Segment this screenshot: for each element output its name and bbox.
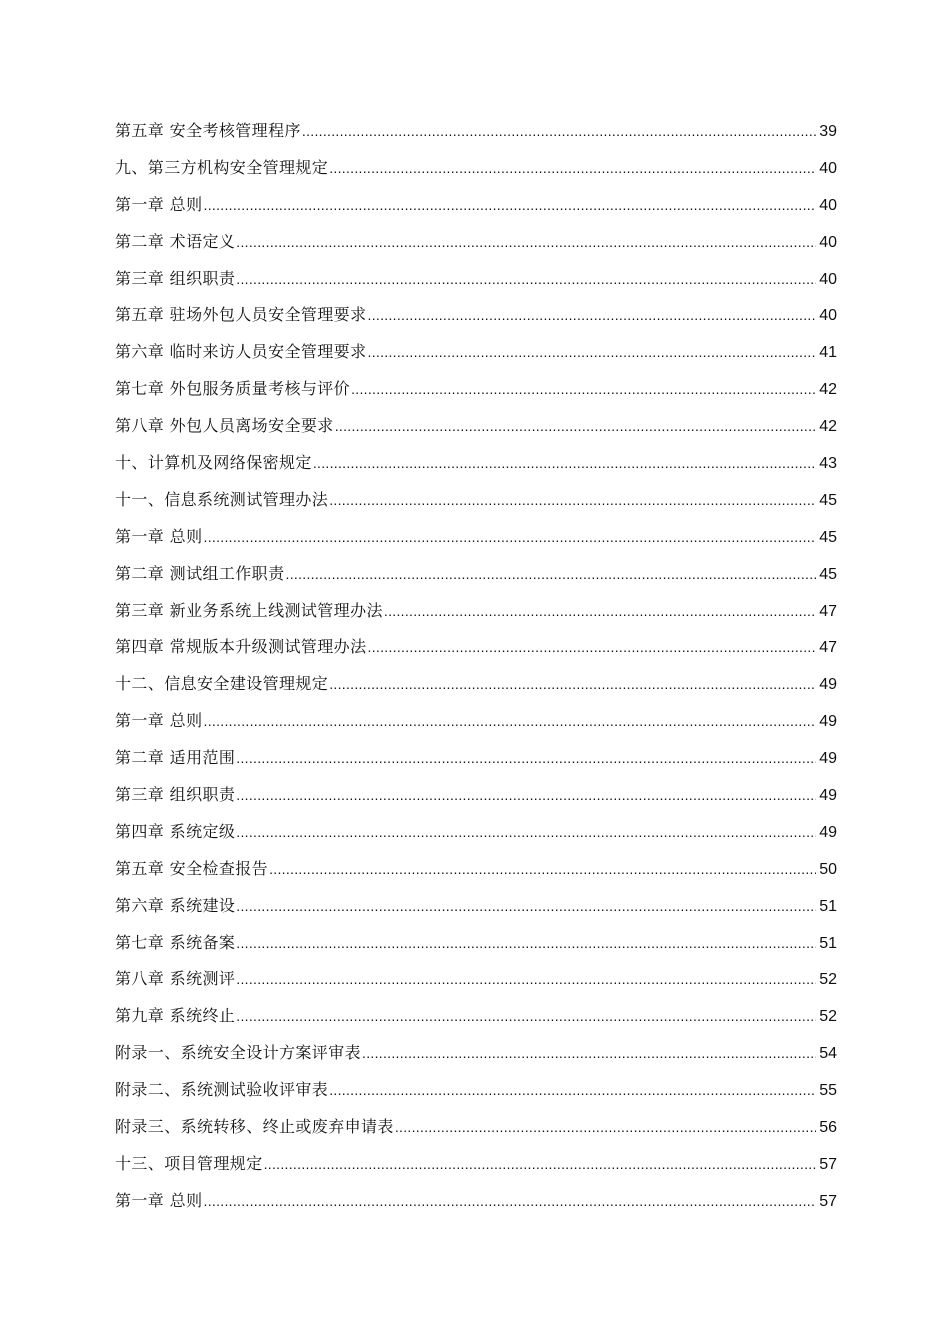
toc-page-number: 51: [819, 897, 837, 915]
toc-dot-leader: [384, 593, 816, 630]
toc-dot-leader: [351, 371, 816, 408]
toc-entry[interactable]: [115, 740, 837, 777]
toc-entry-title[interactable]: 第五章 驻场外包人员安全管理要求: [115, 305, 367, 325]
toc-page-number: 40: [819, 233, 837, 251]
toc-dot-leader: [286, 556, 817, 593]
toc-page-number: 49: [819, 713, 837, 731]
toc-entry-title[interactable]: 第四章 常规版本升级测试管理办法: [115, 637, 367, 657]
toc-page-number: 49: [819, 750, 837, 768]
toc-page-number: 43: [819, 455, 837, 473]
toc-entry-title[interactable]: 十一、信息系统测试管理办法: [115, 489, 329, 509]
toc-entry-title[interactable]: 十、计算机及网络保密规定: [115, 453, 312, 473]
toc-entry-title[interactable]: 第五章 安全考核管理程序: [115, 121, 301, 140]
toc-dot-leader: [236, 814, 816, 851]
toc-entry[interactable]: [115, 629, 837, 666]
toc-page-number: 42: [819, 418, 837, 436]
toc-entry[interactable]: [115, 408, 837, 445]
toc-entry[interactable]: [115, 961, 837, 998]
toc-page-number: 52: [819, 971, 837, 989]
toc-dot-leader: [368, 629, 817, 666]
toc-dot-leader: [204, 519, 817, 556]
toc-entry[interactable]: [115, 703, 837, 740]
toc-entry-title[interactable]: 第一章 总则: [115, 526, 203, 546]
toc-dot-leader: [236, 925, 816, 962]
toc-entry-title[interactable]: 第二章 适用范围: [115, 748, 236, 768]
toc-entry[interactable]: [115, 1035, 837, 1072]
toc-entry-title[interactable]: 第三章 新业务系统上线测试管理办法: [115, 600, 383, 620]
toc-entry[interactable]: [115, 187, 837, 224]
toc-dot-leader: [368, 334, 817, 371]
toc-dot-leader: [236, 961, 816, 998]
toc-page-number: 47: [819, 602, 837, 620]
toc-dot-leader: [335, 408, 816, 445]
toc-page-number: 57: [819, 1155, 837, 1173]
toc-entry[interactable]: [115, 113, 837, 150]
toc-entry[interactable]: [115, 851, 837, 888]
toc-entry-title[interactable]: 第一章 总则: [115, 1190, 203, 1210]
toc-entry-title[interactable]: 第七章 外包服务质量考核与评价: [115, 379, 351, 399]
toc-entry[interactable]: [115, 777, 837, 814]
toc-entry-title[interactable]: 第三章 组织职责: [115, 785, 236, 805]
toc-page-number: 39: [819, 123, 837, 140]
toc-entry[interactable]: [115, 224, 837, 261]
toc-page-number: 54: [819, 1045, 837, 1063]
toc-entry-title[interactable]: 第二章 测试组工作职责: [115, 563, 285, 583]
toc-entry-title[interactable]: 第七章 系统备案: [115, 932, 236, 952]
toc-dot-leader: [329, 666, 816, 703]
toc-dot-leader: [269, 851, 816, 888]
toc-entry[interactable]: [115, 1146, 837, 1183]
toc-entry[interactable]: [115, 371, 837, 408]
toc-entry[interactable]: [115, 519, 837, 556]
toc-page-number: 40: [819, 307, 837, 325]
toc-entry[interactable]: [115, 814, 837, 851]
toc-entry[interactable]: [115, 482, 837, 519]
toc-page-number: 50: [819, 860, 837, 878]
toc-entry-title[interactable]: 第一章 总则: [115, 194, 203, 214]
toc-dot-leader: [368, 297, 817, 334]
toc-page-number: 49: [819, 676, 837, 694]
toc-entry[interactable]: [115, 1183, 837, 1220]
toc-entry-title[interactable]: 第四章 系统定级: [115, 821, 236, 841]
toc-page-number: 56: [819, 1119, 837, 1137]
toc-entry-title[interactable]: 十三、项目管理规定: [115, 1153, 263, 1173]
toc-entry-title[interactable]: 附录三、系统转移、终止或废弃申请表: [115, 1117, 394, 1137]
toc-dot-leader: [236, 998, 816, 1035]
toc-entry[interactable]: [115, 593, 837, 630]
toc-entry[interactable]: [115, 888, 837, 925]
toc-page-number: 45: [819, 528, 837, 546]
toc-page-number: 45: [819, 491, 837, 509]
toc-entry[interactable]: [115, 556, 837, 593]
toc-entry-title[interactable]: 第三章 组织职责: [115, 268, 236, 288]
toc-page-number: 40: [819, 270, 837, 288]
toc-entry-title[interactable]: 附录一、系统安全设计方案评审表: [115, 1043, 362, 1063]
toc-dot-leader: [204, 703, 817, 740]
toc-dot-leader: [204, 187, 817, 224]
toc-entry[interactable]: [115, 998, 837, 1035]
toc-dot-leader: [236, 224, 816, 261]
toc-entry[interactable]: [115, 445, 837, 482]
toc-entry-title[interactable]: 第二章 术语定义: [115, 231, 236, 251]
toc-page-number: 52: [819, 1008, 837, 1026]
toc-page-number: 47: [819, 639, 837, 657]
toc-dot-leader: [329, 1072, 816, 1109]
toc-dot-leader: [236, 740, 816, 777]
toc-page-number: 51: [819, 934, 837, 952]
toc-entry-title[interactable]: 第八章 外包人员离场安全要求: [115, 416, 334, 436]
toc-dot-leader: [329, 482, 816, 519]
toc-entry-title[interactable]: 第九章 系统终止: [115, 1006, 236, 1026]
toc-entry[interactable]: [115, 925, 837, 962]
toc-entry[interactable]: [115, 150, 837, 187]
toc-entry[interactable]: [115, 297, 837, 334]
toc-entry[interactable]: [115, 1109, 837, 1146]
toc-entry-title[interactable]: 九、第三方机构安全管理规定: [115, 157, 329, 177]
toc-entry-title[interactable]: 第八章 系统测评: [115, 969, 236, 989]
toc-dot-leader: [302, 113, 816, 150]
toc-entry[interactable]: [115, 666, 837, 703]
toc-dot-leader: [236, 888, 816, 925]
toc-entry-title[interactable]: 第六章 临时来访人员安全管理要求: [115, 342, 367, 362]
table-of-contents: [115, 113, 837, 1220]
toc-page-number: 42: [819, 381, 837, 399]
toc-dot-leader: [313, 445, 816, 482]
toc-entry[interactable]: [115, 1072, 837, 1109]
toc-dot-leader: [362, 1035, 816, 1072]
toc-page-number: 45: [819, 565, 837, 583]
toc-dot-leader: [264, 1146, 816, 1183]
toc-entry-title[interactable]: 第一章 总则: [115, 711, 203, 731]
toc-entry-title[interactable]: 十二、信息安全建设管理规定: [115, 674, 329, 694]
toc-page-number: 57: [819, 1192, 837, 1210]
toc-page-number: 40: [819, 159, 837, 177]
toc-page-number: 49: [819, 787, 837, 805]
toc-entry-title[interactable]: 附录二、系统测试验收评审表: [115, 1080, 329, 1100]
toc-entry-title[interactable]: 第五章 安全检查报告: [115, 858, 269, 878]
toc-dot-leader: [204, 1183, 817, 1220]
toc-dot-leader: [329, 150, 816, 187]
toc-page-number: 49: [819, 823, 837, 841]
toc-dot-leader: [236, 777, 816, 814]
toc-dot-leader: [395, 1109, 816, 1146]
toc-entry[interactable]: [115, 261, 837, 298]
toc-page-number: 55: [819, 1082, 837, 1100]
toc-entry-title[interactable]: 第六章 系统建设: [115, 895, 236, 915]
toc-page-number: 41: [819, 344, 837, 362]
toc-entry[interactable]: [115, 334, 837, 371]
toc-dot-leader: [236, 261, 816, 298]
toc-page-number: 40: [819, 196, 837, 214]
